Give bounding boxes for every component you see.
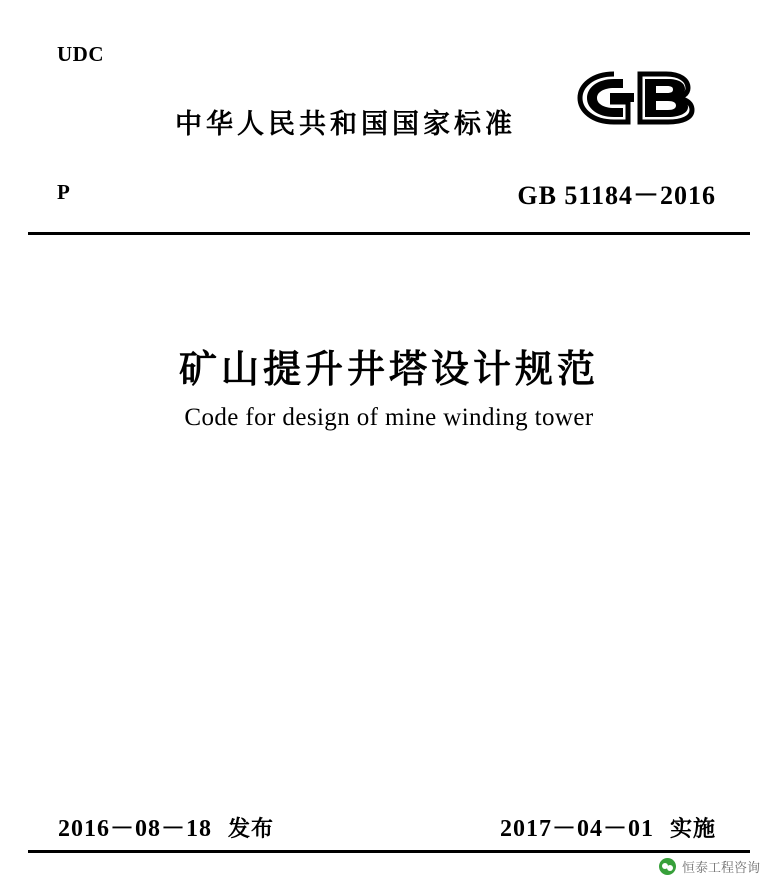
gb-logo-icon xyxy=(570,62,702,134)
watermark xyxy=(659,857,760,876)
national-standard-heading: 中华人民共和国国家标准 xyxy=(175,109,516,140)
effective-word: 实施 xyxy=(669,817,716,842)
watermark-text: 恒泰工程咨询 xyxy=(681,861,760,876)
udc-label: UDC xyxy=(57,42,104,66)
issue-date: 2016－08－18 xyxy=(58,816,212,842)
wechat-icon xyxy=(659,858,676,875)
effective-date: 2017－04－01 xyxy=(499,816,654,842)
classification-mark: P xyxy=(57,180,70,204)
standard-number: GB 51184－2016 xyxy=(517,181,716,210)
document-title-en: Code for design of mine winding tower xyxy=(184,404,594,431)
footer-divider xyxy=(28,850,750,853)
issue-word: 发布 xyxy=(228,817,275,842)
header-divider xyxy=(28,232,750,235)
document-title-cn: 矿山提升井塔设计规范 xyxy=(178,347,599,391)
effective-date-block xyxy=(500,808,716,843)
issue-date-block xyxy=(58,808,274,843)
